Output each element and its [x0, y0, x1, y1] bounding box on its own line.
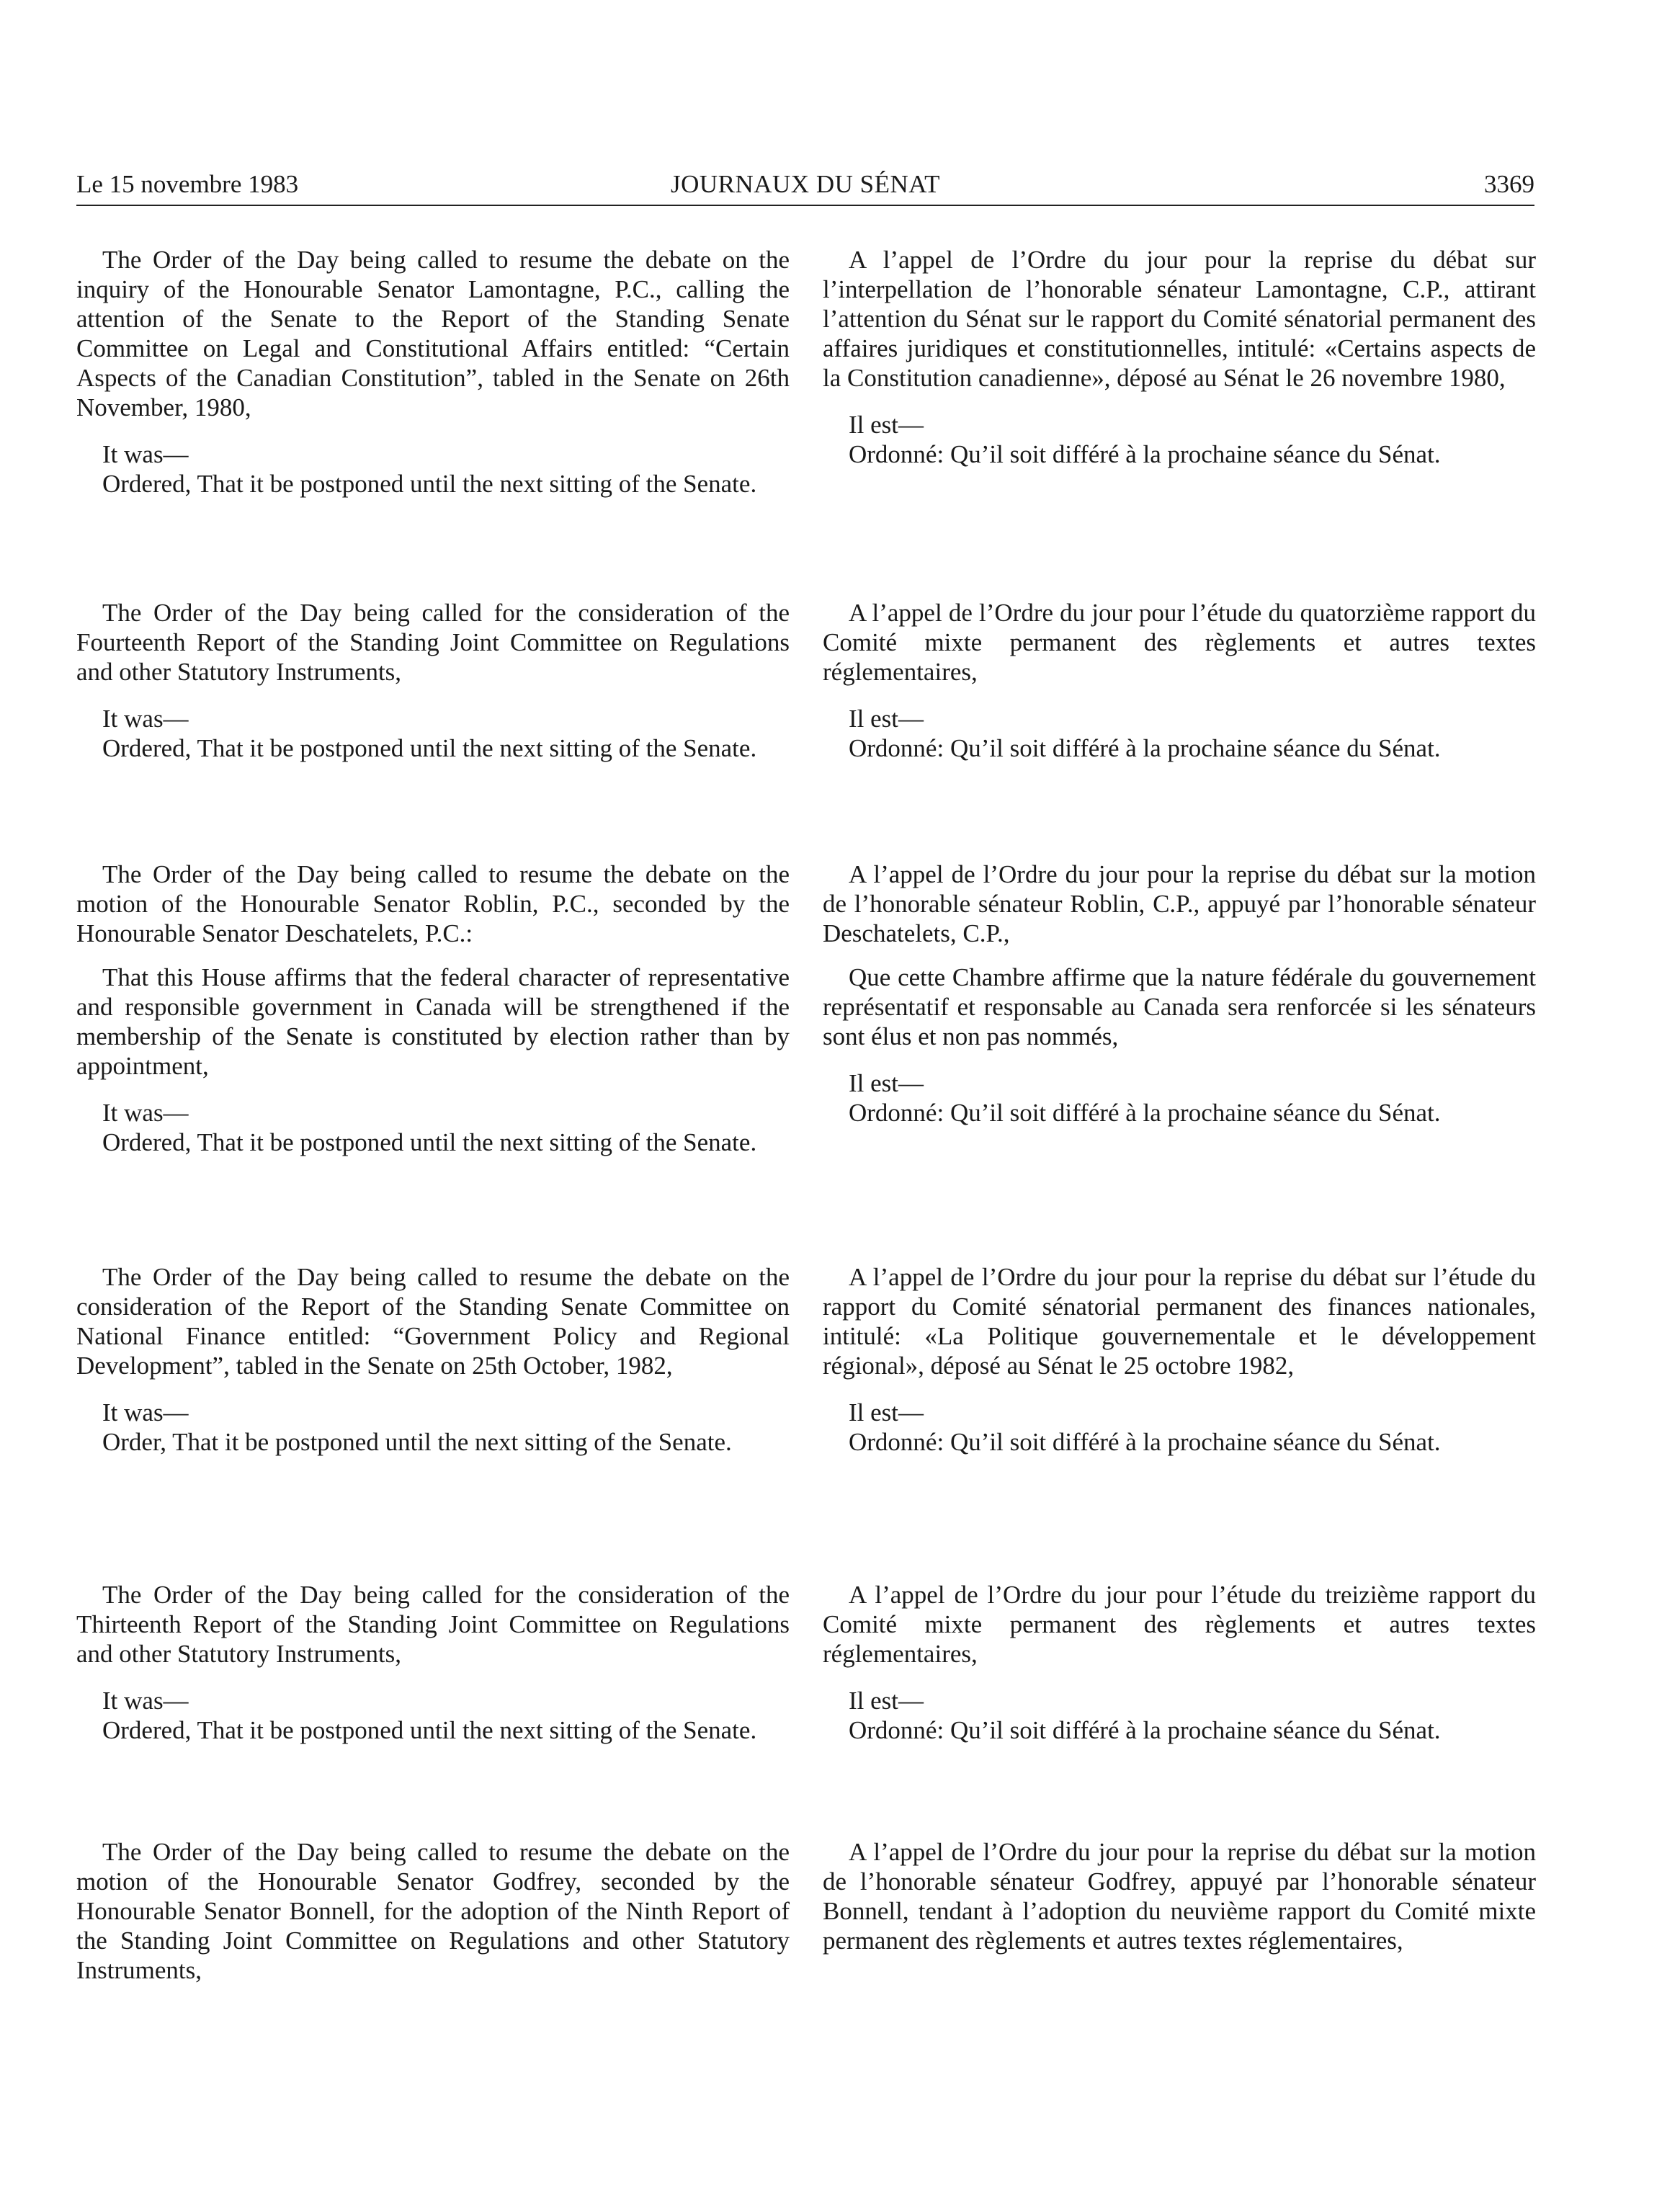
entry-it-was: Il est—	[849, 1687, 924, 1715]
page-number: 3369	[1484, 170, 1534, 198]
entry-it-was: Il est—	[849, 1069, 924, 1097]
entry-intro: A l’appel de l’Ordre du jour pour la reprise du débat sur la motion de l’honorable sénateur Godfrey, appuyé par l’honorable sénateur Bonnell, tendant à l’adoption du neuvième rapport du Comité mixte permanent des règlements et autres textes réglementaires,	[823, 1838, 1536, 1955]
entry-it-was: It was—	[102, 1099, 189, 1127]
entry-order: Ordered, That it be postponed until the next sitting of the Senate.	[102, 1716, 757, 1744]
entry-5-french	[823, 1580, 1536, 1745]
entry-motion: Que cette Chambre affirme que la nature fédérale du gouvernement représentatif et responsable au Canada sera renforcée si les sénateurs sont élus et non pas nommés,	[823, 963, 1536, 1050]
header-title: JOURNAUX DU SÉNAT	[670, 170, 941, 198]
entry-4-french	[823, 1262, 1536, 1457]
entry-order: Ordonné: Qu’il soit différé à la prochaine séance du Sénat.	[849, 734, 1441, 762]
entry-intro: The Order of the Day being called to resume the debate on the motion of the Honourable Senator Godfrey, seconded by the Honourable Senator Bonnell, for the adoption of the Ninth Report of the Standing Joint Committee on Regulations and other Statutory Instruments,	[76, 1838, 790, 1984]
entry-intro: The Order of the Day being called for the consideration of the Fourteenth Report of the Standing Joint Committee on Regulations and other Statutory Instruments,	[76, 599, 790, 686]
entry-it-was: It was—	[102, 705, 189, 733]
entry-intro: The Order of the Day being called to resume the debate on the consideration of the Report of the Standing Senate Committee on National Finance entitled: “Government Policy and Regional Development”, tabled in the Senate on 25th October, 1982,	[76, 1263, 790, 1380]
entry-intro: A l’appel de l’Ordre du jour pour l’étude du treizième rapport du Comité mixte permanent des règlements et autres textes réglementaires,	[823, 1581, 1536, 1668]
entry-order: Ordonné: Qu’il soit différé à la prochaine séance du Sénat.	[849, 1428, 1441, 1456]
entry-order: Ordered, That it be postponed until the next sitting of the Senate.	[102, 1128, 757, 1156]
entry-intro: The Order of the Day being called to resume the debate on the motion of the Honourable Senator Roblin, P.C., seconded by the Honourable Senator Deschatelets, P.C.:	[76, 860, 790, 947]
entry-it-was: It was—	[102, 1687, 189, 1715]
entry-6-english	[76, 1837, 790, 1985]
entry-order: Ordered, That it be postponed until the next sitting of the Senate.	[102, 734, 757, 762]
entry-order: Ordered, That it be postponed until the next sitting of the Senate.	[102, 470, 757, 498]
entry-5-english	[76, 1580, 790, 1745]
entry-2-french	[823, 598, 1536, 763]
header-date: Le 15 novembre 1983	[76, 170, 299, 198]
entry-intro: The Order of the Day being called to resume the debate on the inquiry of the Honourable Senator Lamontagne, P.C., calling the attention of the Senate to the Report of the Standing Senate Committee on Legal and Constitutional Affairs entitled: “Certain Aspects of the Canadian Constitution”, tabled in the Senate on 26th November, 1980,	[76, 246, 790, 421]
entry-order: Ordonné: Qu’il soit différé à la prochaine séance du Sénat.	[849, 1099, 1441, 1127]
entry-3-french	[823, 860, 1536, 1128]
entry-it-was: It was—	[102, 440, 189, 468]
entry-it-was: Il est—	[849, 1398, 924, 1427]
entry-it-was: Il est—	[849, 411, 924, 439]
entry-it-was: It was—	[102, 1398, 189, 1427]
entry-intro: A l’appel de l’Ordre du jour pour la reprise du débat sur l’interpellation de l’honorable sénateur Lamontagne, C.P., attirant l’attention du Sénat sur le rapport du Comité sénatorial permanent des affaires juridiques et constitutionnelles, intitulé: «Certains aspects de la Constitution canadienne», déposé au Sénat le 26 novembre 1980,	[823, 246, 1536, 392]
entry-order: Ordonné: Qu’il soit différé à la prochaine séance du Sénat.	[849, 440, 1441, 468]
entry-order: Ordonné: Qu’il soit différé à la prochaine séance du Sénat.	[849, 1716, 1441, 1744]
entry-1-english	[76, 245, 790, 499]
entry-motion: That this House affirms that the federal character of representative and responsible government in Canada will be strengthened if the membership of the Senate is constituted by election rather than by appointment,	[76, 963, 790, 1080]
entry-1-french	[823, 245, 1536, 469]
entry-it-was: Il est—	[849, 705, 924, 733]
page-header	[76, 164, 1534, 206]
entry-4-english	[76, 1262, 790, 1457]
entry-intro: The Order of the Day being called for the consideration of the Thirteenth Report of the Standing Joint Committee on Regulations and other Statutory Instruments,	[76, 1581, 790, 1668]
entry-6-french	[823, 1837, 1536, 1955]
entry-intro: A l’appel de l’Ordre du jour pour la reprise du débat sur l’étude du rapport du Comité sénatorial permanent des finances nationales, intitulé: «La Politique gouvernementale et le développement régional», déposé au Sénat le 25 octobre 1982,	[823, 1263, 1536, 1380]
entry-3-english	[76, 860, 790, 1157]
entry-2-english	[76, 598, 790, 763]
entry-intro: A l’appel de l’Ordre du jour pour la reprise du débat sur la motion de l’honorable sénateur Roblin, C.P., appuyé par l’honorable sénateur Deschatelets, C.P.,	[823, 860, 1536, 947]
entry-order: Order, That it be postponed until the next sitting of the Senate.	[102, 1428, 732, 1456]
entry-intro: A l’appel de l’Ordre du jour pour l’étude du quatorzième rapport du Comité mixte permanent des règlements et autres textes réglementaires,	[823, 599, 1536, 686]
